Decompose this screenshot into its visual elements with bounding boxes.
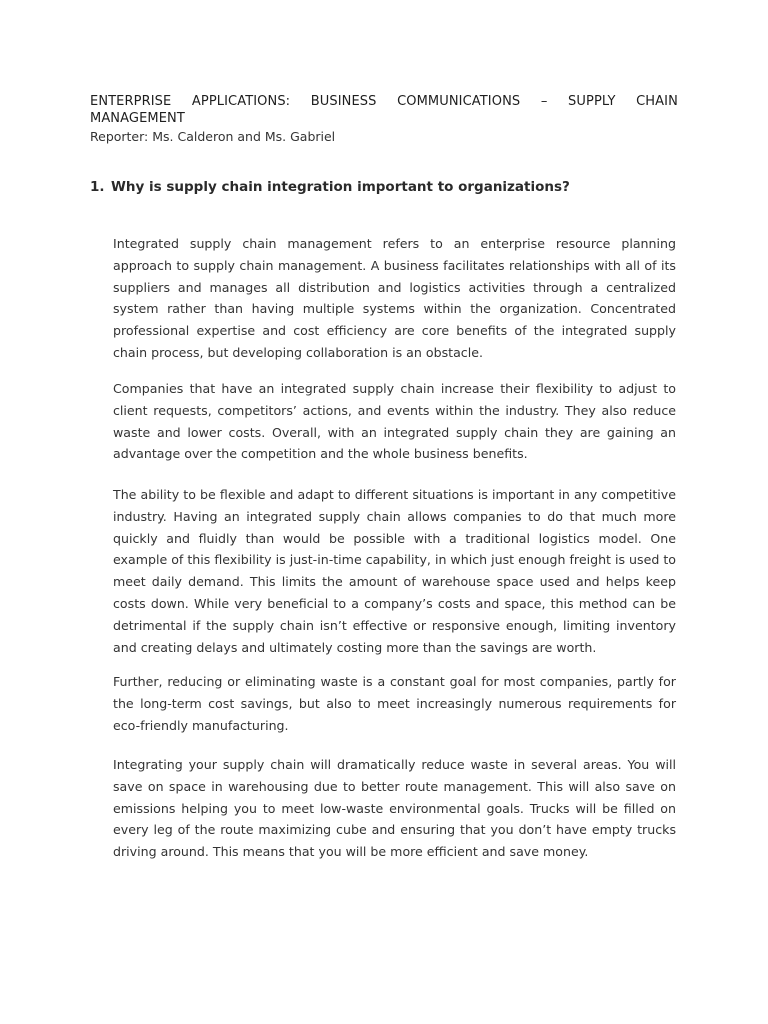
- title-word: BUSINESS: [310, 94, 377, 109]
- title-line-1: [90, 93, 678, 110]
- question-heading: [90, 178, 570, 196]
- title-word: APPLICATIONS:: [191, 94, 291, 109]
- document-title: [90, 93, 678, 127]
- title-word: ENTERPRISE: [90, 94, 172, 109]
- question-text: Why is supply chain integration important to organizations?: [111, 179, 570, 195]
- title-word: COMMUNICATIONS: [397, 94, 521, 109]
- title-line-2: MANAGEMENT: [90, 111, 185, 126]
- title-word: SUPPLY: [568, 94, 616, 109]
- reporter-line: Reporter: Ms. Calderon and Ms. Gabriel: [90, 129, 336, 144]
- paragraph: The ability to be flexible and adapt to different situations is important in any competitive industry. Having an integrated supply chain allows companies to do that much more quickly and fluidly than would be possible with a traditional logistics model. One example of this flexibility is just-in-time capability, in which just enough freight is used to meet daily demand. This limits the amount of warehouse space used and helps keep costs down. While very beneficial to a company’s costs and space, this method can be detrimental if the supply chain isn’t effective or responsive enough, limiting inventory and creating delays and ultimately costing more than the savings are worth.: [113, 487, 676, 655]
- paragraph: Integrating your supply chain will dramatically reduce waste in several areas. You will save on space in warehousing due to better route management. This will also save on emissions helping you to meet low-waste environmental goals. Trucks will be filled on every leg of the route maximizing cube and ensuring that you don’t have empty trucks driving around. This means that you will be more efficient and save money.: [113, 757, 676, 860]
- question-number: 1.: [90, 179, 105, 195]
- paragraph: Companies that have an integrated supply chain increase their flexibility to adjust to client requests, competitors’ actions, and events within the industry. They also reduce waste and lower costs. Overall, with an integrated supply chain they are gaining an advantage over the competition and the whole business benefits.: [113, 381, 676, 462]
- paragraph: Integrated supply chain management refers to an enterprise resource planning approach to supply chain management. A business facilitates relationships with all of its suppliers and manages all distribution and logistics activities through a centralized system rather than having multiple systems within the organization. Concentrated professional expertise and cost efficiency are core benefits of the integrated supply chain process, but developing collaboration is an obstacle.: [113, 236, 676, 360]
- title-word: –: [540, 94, 548, 109]
- title-word: CHAIN: [636, 94, 678, 109]
- paragraph: Further, reducing or eliminating waste is a constant goal for most companies, partly for the long-term cost savings, but also to meet increasingly numerous requirements for eco-friendly manufacturing.: [113, 674, 676, 733]
